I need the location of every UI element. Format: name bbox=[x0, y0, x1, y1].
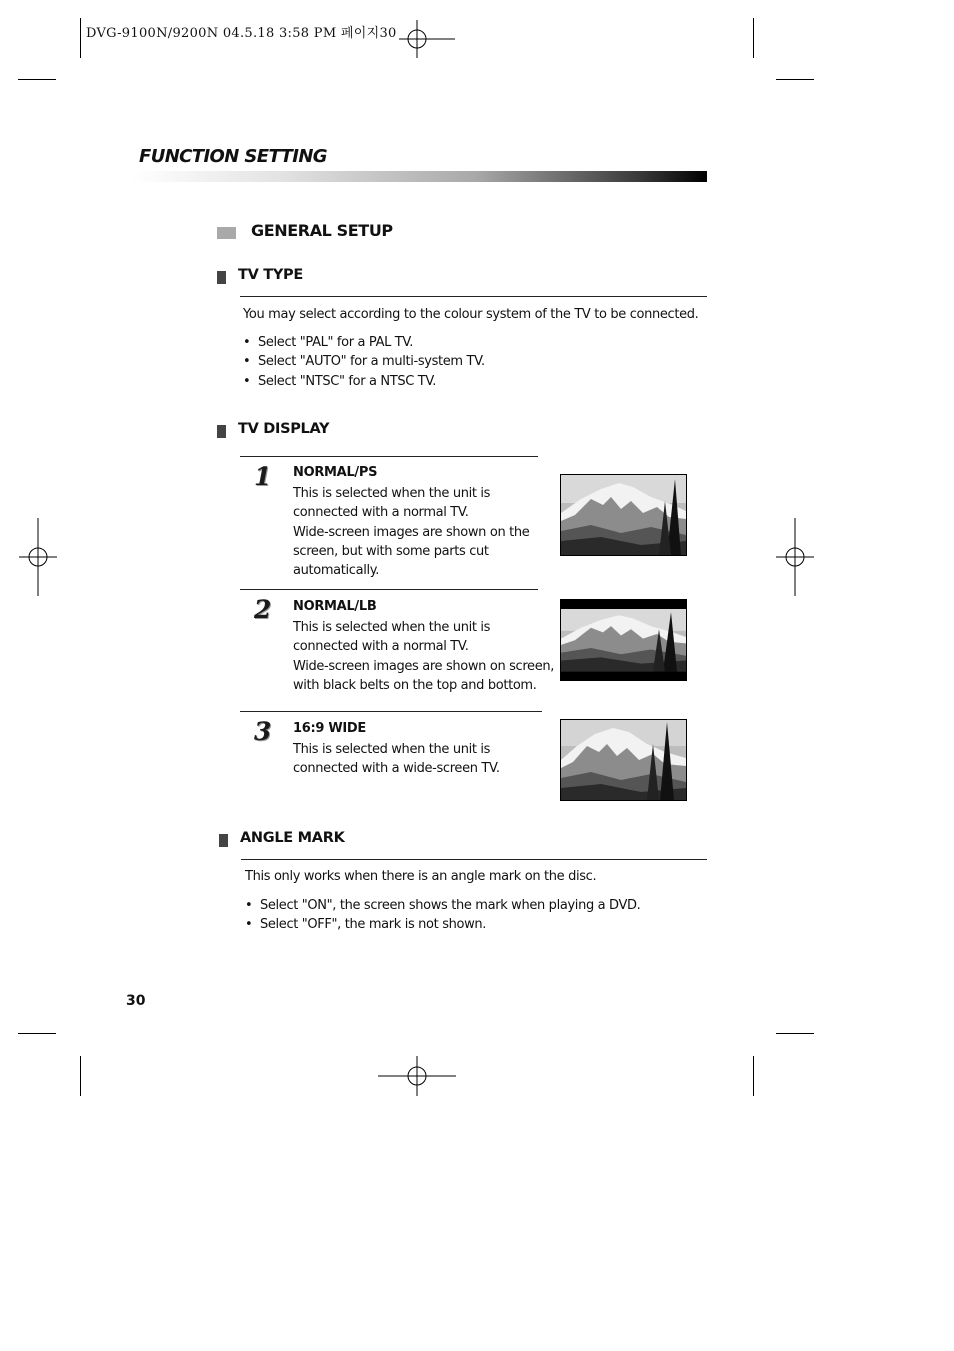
list-item: • Select "OFF", the mark is not shown. bbox=[245, 915, 640, 934]
mode-line: screen, but with some parts cut bbox=[293, 543, 489, 559]
mode-line: This is selected when the unit is bbox=[293, 742, 491, 757]
section-title: FUNCTION SETTING bbox=[139, 146, 327, 167]
square-bullet-icon bbox=[219, 834, 228, 847]
list-item: • Select "NTSC" for a NTSC TV. bbox=[243, 372, 485, 391]
square-bullet-icon bbox=[217, 425, 226, 438]
square-bullet-icon bbox=[217, 227, 236, 239]
mode-line: Wide-screen images are shown on screen, bbox=[293, 658, 555, 674]
divider bbox=[240, 711, 542, 712]
tv-type-intro: You may select according to the colour system of the TV to be connected. bbox=[243, 307, 699, 322]
mode-line: This is selected when the unit is bbox=[293, 486, 491, 501]
angle-mark-intro: This only works when there is an angle mark on the disc. bbox=[245, 869, 597, 884]
mode-number: 2 bbox=[254, 595, 272, 624]
tv-display-heading: TV DISPLAY bbox=[238, 421, 330, 437]
page-number: 30 bbox=[126, 993, 146, 1009]
mountain-landscape-image bbox=[560, 474, 687, 556]
divider bbox=[240, 456, 538, 457]
registration-mark-icon bbox=[399, 20, 455, 58]
crop-mark bbox=[753, 18, 754, 58]
mode-line: This is selected when the unit is bbox=[293, 620, 491, 635]
crop-mark bbox=[776, 1033, 814, 1034]
mode-description bbox=[293, 484, 529, 580]
crop-mark bbox=[18, 79, 56, 80]
print-header: DVG-9100N/9200N 04.5.18 3:58 PM 페이지30 bbox=[86, 26, 397, 41]
list-item: • Select "AUTO" for a multi-system TV. bbox=[243, 352, 485, 371]
angle-mark-bullets bbox=[245, 896, 640, 935]
divider bbox=[240, 589, 538, 590]
divider bbox=[240, 296, 707, 297]
general-setup-heading: GENERAL SETUP bbox=[251, 221, 393, 240]
tv-type-bullets bbox=[243, 333, 485, 391]
mode-line: connected with a wide-screen TV. bbox=[293, 761, 500, 777]
registration-mark-icon bbox=[378, 1056, 456, 1096]
mode-number: 3 bbox=[254, 717, 272, 746]
crop-mark bbox=[18, 1033, 56, 1034]
divider bbox=[241, 859, 707, 860]
mode-line: with black belts on the top and bottom. bbox=[293, 677, 537, 693]
mode-title: NORMAL/LB bbox=[293, 599, 377, 614]
crop-mark bbox=[776, 79, 814, 80]
crop-mark bbox=[753, 1056, 754, 1096]
registration-mark-icon bbox=[776, 518, 814, 596]
mode-line: connected with a normal TV. bbox=[293, 639, 469, 655]
mode-title: NORMAL/PS bbox=[293, 465, 378, 480]
list-item: • Select "PAL" for a PAL TV. bbox=[243, 333, 485, 352]
crop-mark bbox=[80, 1056, 81, 1096]
square-bullet-icon bbox=[217, 271, 226, 284]
crop-mark bbox=[80, 18, 81, 58]
mode-description bbox=[293, 740, 500, 779]
angle-mark-heading: ANGLE MARK bbox=[240, 830, 345, 846]
mode-number: 1 bbox=[254, 462, 272, 491]
mode-line: automatically. bbox=[293, 563, 380, 579]
mountain-landscape-image bbox=[560, 719, 687, 801]
registration-mark-icon bbox=[19, 518, 57, 596]
mode-line: connected with a normal TV. bbox=[293, 505, 469, 521]
title-gradient-bar bbox=[132, 171, 707, 182]
mode-line: Wide-screen images are shown on the bbox=[293, 524, 530, 540]
mode-title: 16:9 WIDE bbox=[293, 721, 367, 736]
mountain-landscape-image bbox=[560, 599, 687, 681]
mode-description bbox=[293, 618, 554, 695]
tv-type-heading: TV TYPE bbox=[238, 267, 303, 283]
list-item: • Select "ON", the screen shows the mark when playing a DVD. bbox=[245, 896, 640, 915]
